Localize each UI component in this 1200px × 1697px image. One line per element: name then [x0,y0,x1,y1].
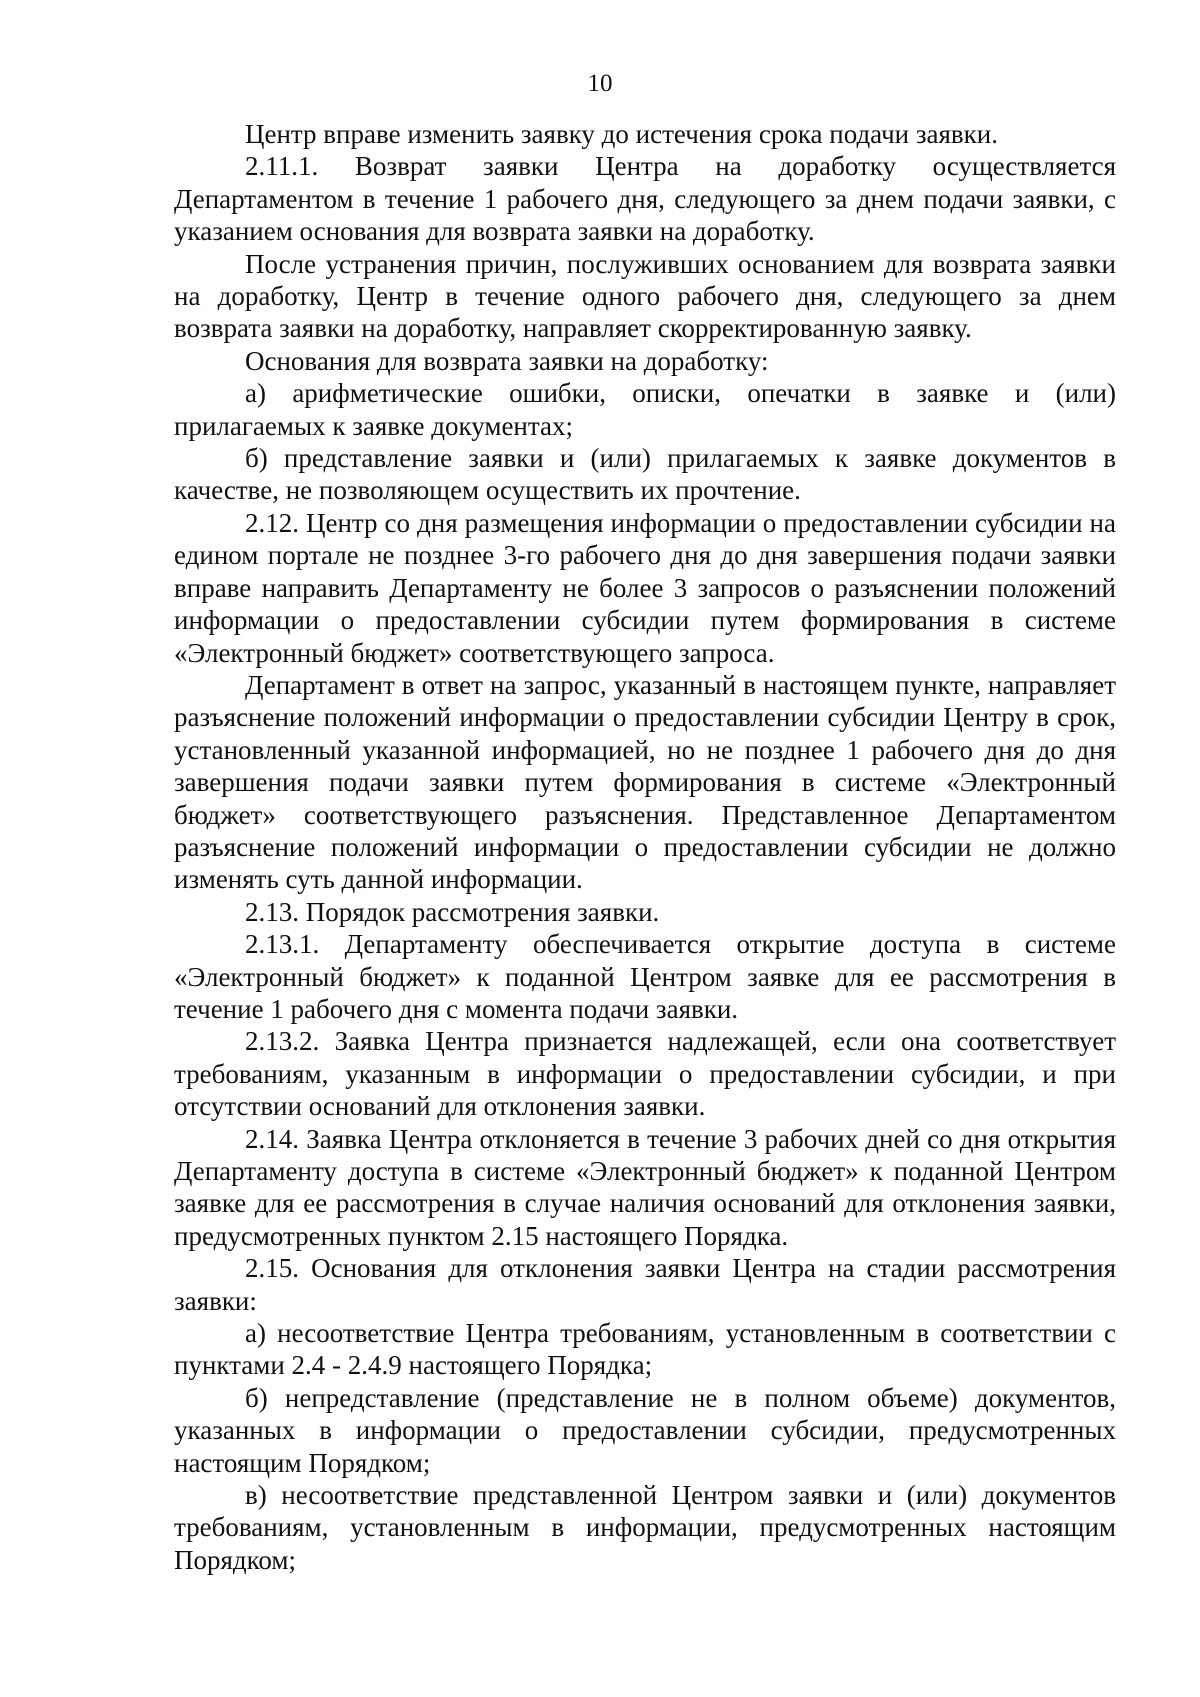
paragraph-2-13-2: 2.13.2. Заявка Центра признается надлежащей, если она соответствует требованиям, указанным в информации о предоставлении субсидии, и при отсутствии оснований для отклонения заявки. [174,1026,1116,1122]
paragraph-2-12: 2.12. Центр со дня размещения информации о предоставлении субсидии на едином портале не позднее 3-го рабочего дня до дня завершения подачи заявки вправе направить Департаменту не более 3 запросов о разъяснении положений информации о предоставлении субсидии путем формирования в системе «Электронный бюджет» соответствующего запроса. [174,507,1116,668]
paragraph-return-ground-b: б) представление заявки и (или) прилагаемых к заявке документов в качестве, не позволяющем осуществить их прочтение. [174,443,1116,506]
paragraph-2-13-1: 2.13.1. Департаменту обеспечивается открытие доступа в системе «Электронный бюджет» к поданной Центром заявке для ее рассмотрения в течение 1 рабочего дня с момента подачи заявки. [174,929,1116,1024]
paragraph-2-13: 2.13. Порядок рассмотрения заявки. [245,896,660,927]
paragraph-rejection-ground-a: а) несоответствие Центра требованиям, установленным в соответствии с пунктами 2.4 - 2.4.9 настоящего Порядка; [174,1318,1116,1381]
paragraph-application-change: Центр вправе изменить заявку до истечения срока подачи заявки. [245,119,998,149]
paragraph-rejection-ground-v: в) несоответствие представленной Центром заявки и (или) документов требованиям, установленным в информации, предусмотренных настоящим Порядком; [174,1480,1116,1575]
paragraph-2-15: 2.15. Основания для отклонения заявки Центра на стадии рассмотрения заявки: [174,1253,1116,1316]
paragraph-return-ground-a: а) арифметические ошибки, описки, опечатки в заявке и (или) прилагаемых к заявке документах; [174,378,1116,441]
paragraph-return-grounds-heading: Основания для возврата заявки на доработку: [245,345,769,376]
paragraph-department-response: Департамент в ответ на запрос, указанный в настоящем пункте, направляет разъяснение положений информации о предоставлении субсидии Центру в срок, установленный указанной информацией, но не позднее 1 рабочего дня до дня завершения подачи заявки путем формирования в системе «Электронный бюджет» соответствующего разъяснения. Представленное Департаментом разъяснение положений информации о предоставлении субсидии не должно изменять суть данной информации. [174,669,1116,895]
document-body [174,118,1116,1576]
page-number: 10 [587,70,613,97]
paragraph-2-14: 2.14. Заявка Центра отклоняется в течение 3 рабочих дней со дня открытия Департаменту доступа в системе «Электронный бюджет» к поданной Центром заявке для ее рассмотрения в случае наличия оснований для отклонения заявки, предусмотренных пунктом 2.15 настоящего Порядка. [174,1123,1116,1251]
paragraph-rejection-ground-b: б) непредставление (представление не в полном объеме) документов, указанных в информации о предоставлении субсидии, предусмотренных настоящим Порядком; [174,1382,1116,1478]
paragraph-after-correction: После устранения причин, послуживших основанием для возврата заявки на доработку, Центр в течение одного рабочего дня, следующего за днем возврата заявки на доработку, направляет скорректированную заявку. [174,248,1116,344]
paragraph-2-11-1: 2.11.1. Возврат заявки Центра на доработку осуществляется Департаментом в течение 1 рабочего дня, следующего за днем подачи заявки, с указанием основания для возврата заявки на доработку. [174,151,1116,247]
